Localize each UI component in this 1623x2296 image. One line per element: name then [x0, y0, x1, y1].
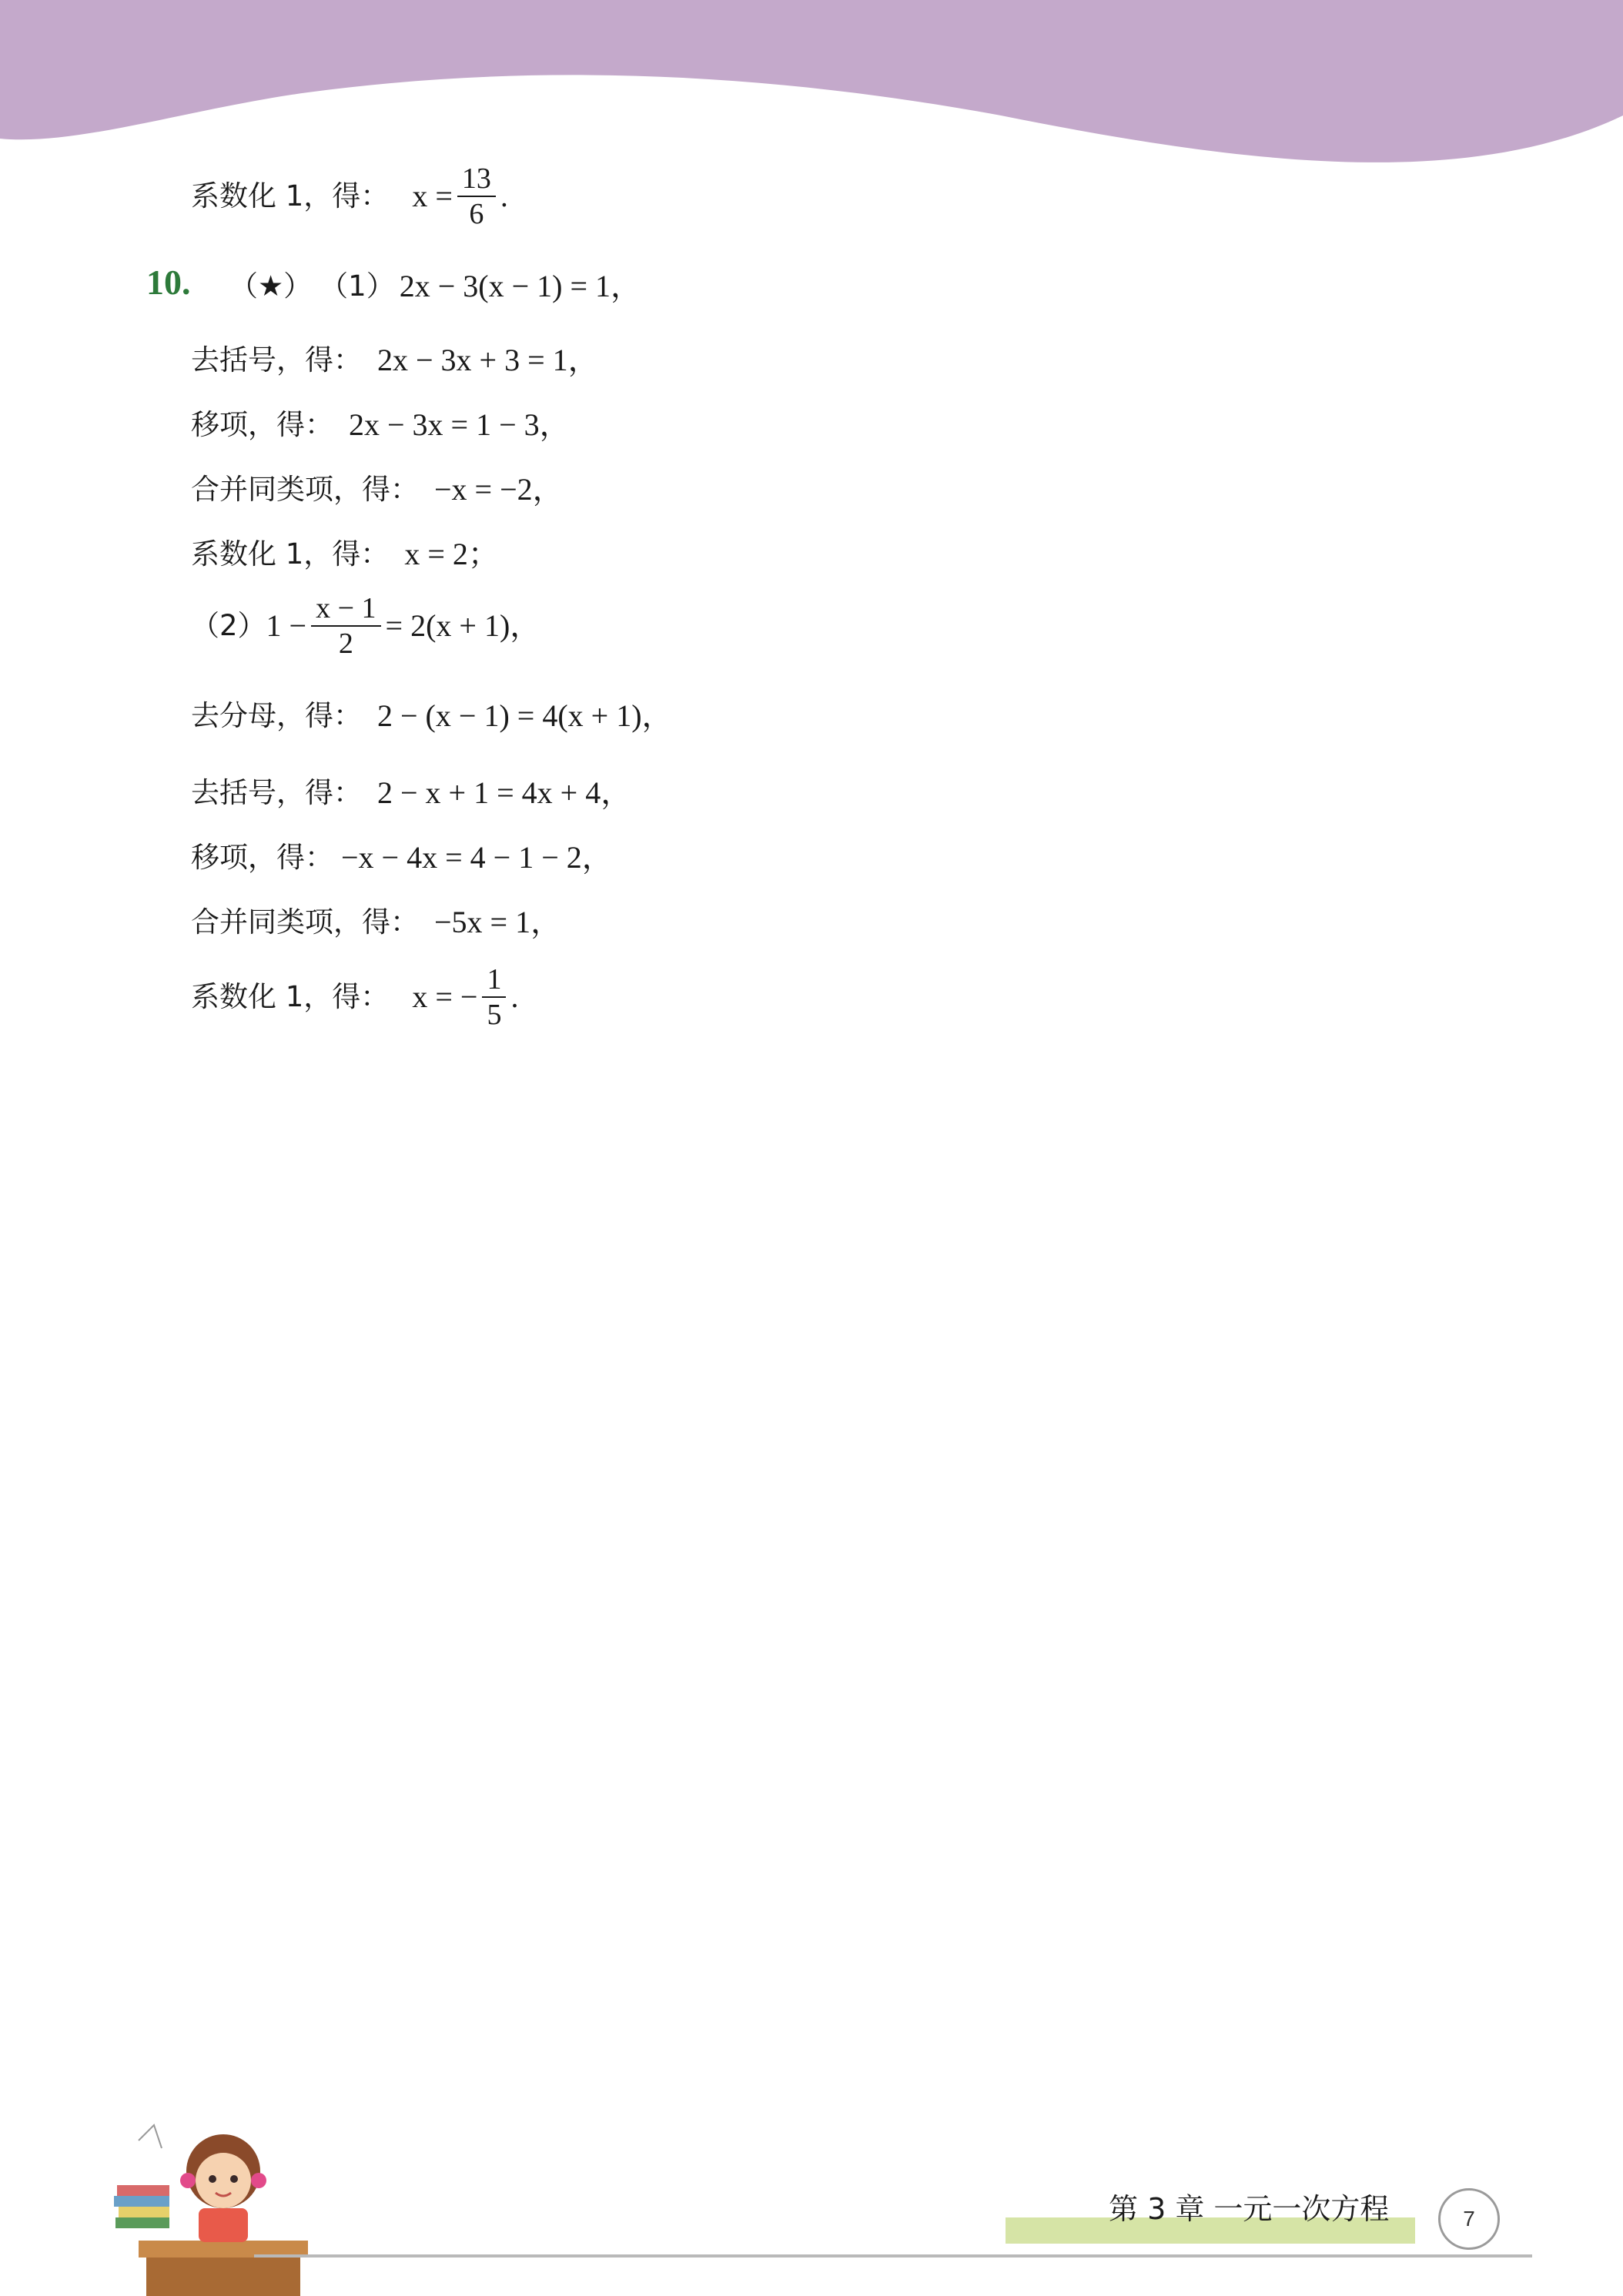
q10-step: 去括号，得： 2 − x + 1 = 4x + 4，: [191, 775, 632, 810]
prev-final-step: 系数化 1，得： x = $\frac{13}{6}$ .: [191, 162, 508, 230]
question-number: 10.: [146, 263, 191, 302]
q10-part1-equation: （★） （1） 2x − 3(x − 1) = 1，: [229, 269, 642, 303]
q10-step: 系数化 1，得： x = 2；: [191, 537, 499, 571]
q10-part2-equation: （2） 1 − $\frac{x - 1}{2}$ = 2(x + 1)，: [191, 592, 541, 660]
fraction: $\frac{x - 1}{2}$: [311, 591, 380, 661]
fraction: $\frac{13}{6}$: [457, 162, 496, 231]
page-number: 7: [1438, 2188, 1500, 2250]
q10-step: 去括号，得： 2x − 3x + 3 = 1，: [191, 343, 599, 377]
q10-step: 合并同类项，得： −5x = 1，: [191, 905, 562, 939]
q10-final-step: 系数化 1，得： x = − $\frac{1}{5}$ .: [191, 963, 519, 1031]
q10-step: 合并同类项，得： −x = −2，: [191, 472, 564, 507]
footer-rule: [254, 2254, 1532, 2258]
header-wave-banner: [0, 0, 1623, 177]
chapter-title: 第 3 章 一元一次方程: [1109, 2192, 1390, 2226]
fraction: $\frac{1}{5}$: [482, 962, 506, 1032]
student-mascot-illustration: [108, 2110, 323, 2296]
q10-step: 去分母，得： 2 − (x − 1) = 4(x + 1)，: [191, 698, 673, 733]
q10-step: 移项，得： 2x − 3x = 1 − 3，: [191, 407, 571, 442]
q10-step: 移项，得： −x − 4x = 4 − 1 − 2，: [191, 840, 613, 875]
